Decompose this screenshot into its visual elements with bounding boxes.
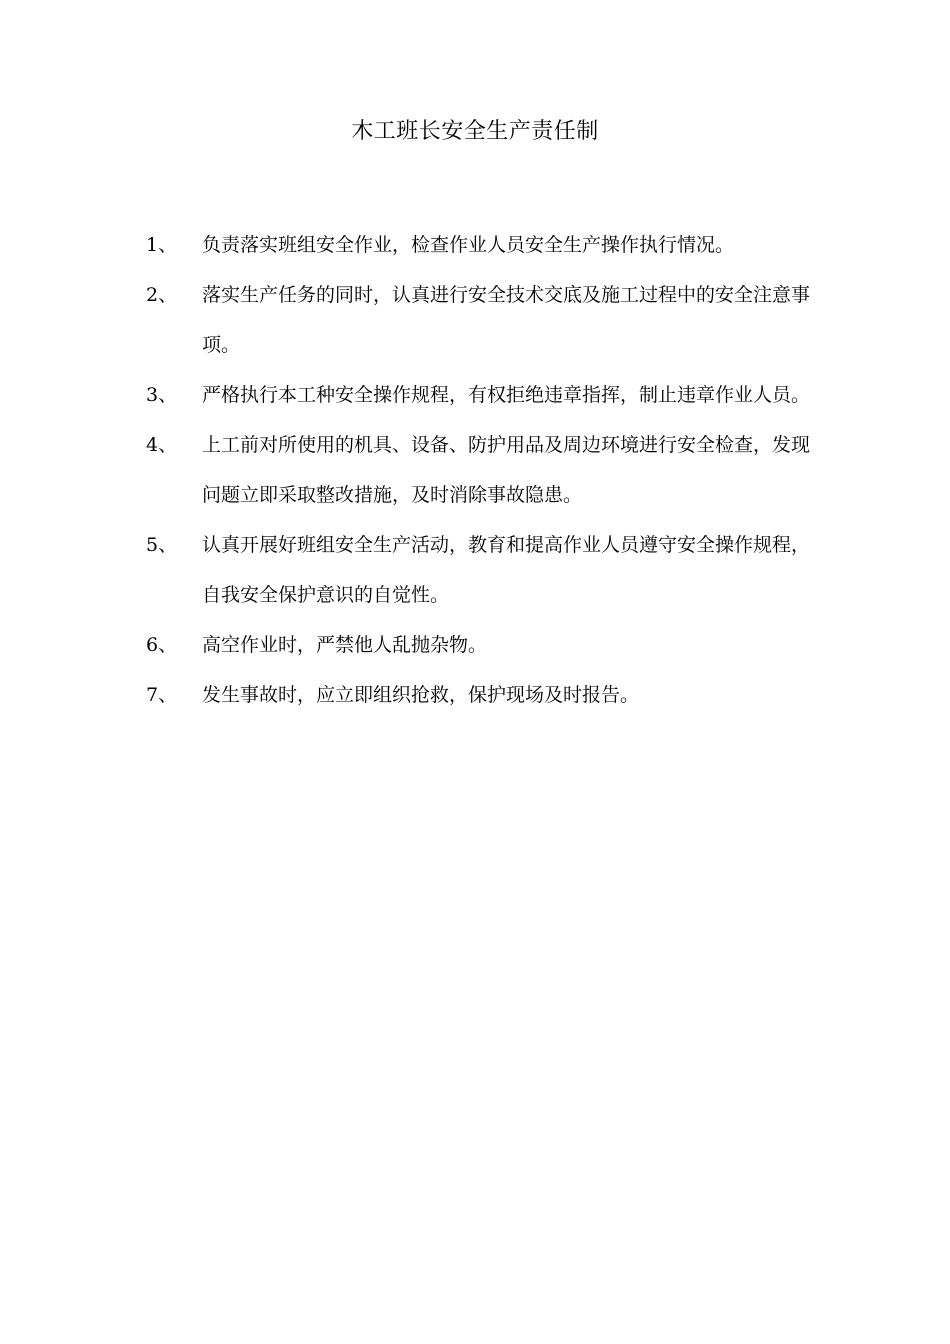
item-text: 上工前对所使用的机具、设备、防护用品及周边环境进行安全检查，发现问题立即采取整改措施，及时消除事故隐患。	[202, 434, 811, 506]
list-item	[146, 420, 826, 520]
document-title: 木工班长安全生产责任制	[351, 119, 599, 144]
list-item	[146, 270, 826, 370]
item-number: 2、	[146, 284, 178, 306]
item-text: 严格执行本工种安全操作规程，有权拒绝违章指挥，制止违章作业人员。	[202, 384, 811, 406]
item-text: 认真开展好班组安全生产活动，教育和提高作业人员遵守安全操作规程，自我安全保护意识的自觉性。	[202, 534, 811, 606]
list-item	[146, 370, 826, 420]
item-number: 1、	[146, 234, 178, 256]
item-number: 5、	[146, 534, 178, 556]
item-text: 负责落实班组安全作业，检查作业人员安全生产操作执行情况。	[202, 234, 735, 256]
list-item	[146, 220, 826, 270]
item-number: 3、	[146, 384, 178, 406]
item-number: 7、	[146, 684, 178, 706]
item-text: 发生事故时，应立即组织抢救，保护现场及时报告。	[202, 684, 640, 706]
responsibility-list	[146, 220, 826, 720]
item-number: 4、	[146, 434, 178, 456]
list-item	[146, 620, 826, 670]
item-number: 6、	[146, 634, 178, 656]
list-item	[146, 670, 826, 720]
list-item	[146, 520, 826, 620]
item-text: 高空作业时，严禁他人乱抛杂物。	[202, 634, 488, 656]
item-text: 落实生产任务的同时，认真进行安全技术交底及施工过程中的安全注意事项。	[202, 284, 811, 356]
